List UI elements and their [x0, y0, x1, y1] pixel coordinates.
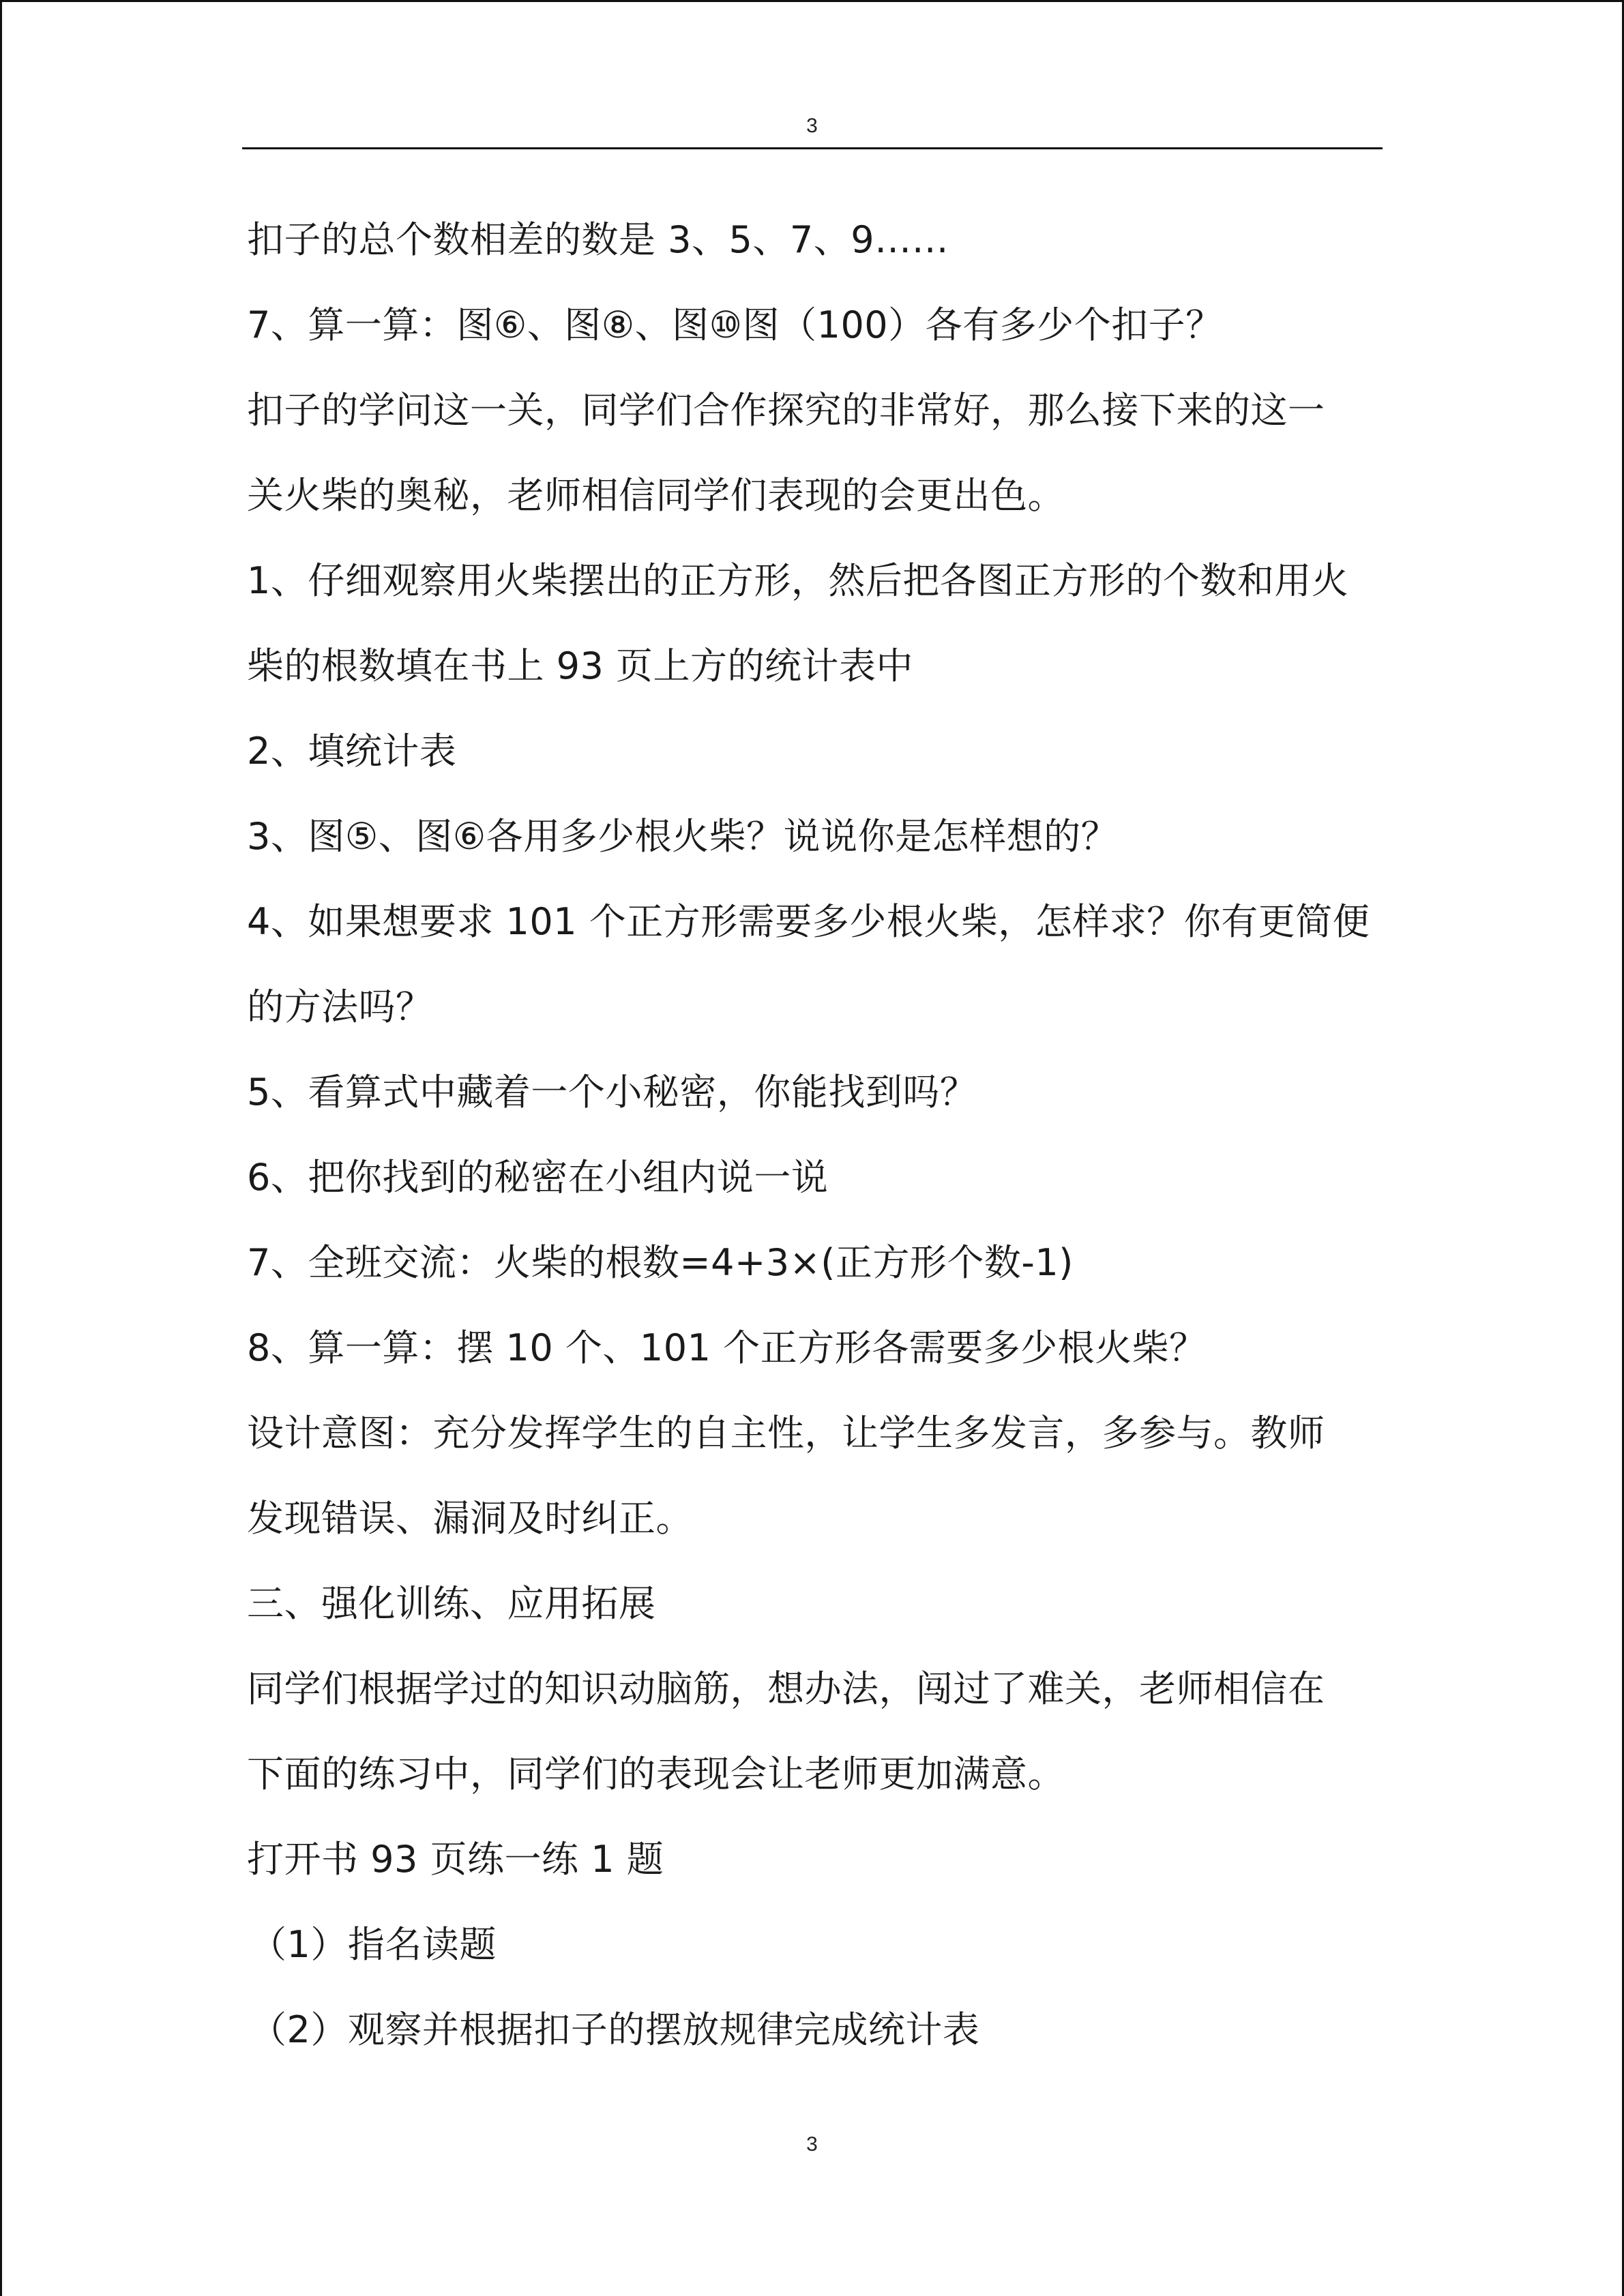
text-line: 6、把你找到的秘密在小组内说一说 — [247, 1156, 829, 1199]
document-body — [247, 206, 1393, 2081]
text-line: 扣子的学问这一关，同学们合作探究的非常好，那么接下来的这一 — [247, 389, 1325, 432]
text-line: 3、图⑤、图⑥各用多少根火柴？说说你是怎样想的？ — [247, 815, 1119, 858]
text-line: 打开书 93 页练一练 1 题 — [247, 1838, 664, 1881]
text-line: 发现错误、漏洞及时纠正。 — [247, 1497, 693, 1540]
text-line: 4、如果想要求 101 个正方形需要多少根火柴，怎样求？你有更简便 — [247, 900, 1370, 943]
text-line: 2、填统计表 — [247, 730, 457, 773]
text-line: 柴的根数填在书上 93 页上方的统计表中 — [247, 644, 914, 687]
text-line: 下面的练习中，同学们的表现会让老师更加满意。 — [247, 1753, 1065, 1795]
text-line: 7、算一算：图⑥、图⑧、图⑩图（100）各有多少个扣子？ — [247, 303, 1223, 346]
text-line: 1、仔细观察用火柴摆出的正方形，然后把各图正方形的个数和用火 — [247, 559, 1349, 602]
text-line: 8、算一算：摆 10 个、101 个正方形各需要多少根火柴？ — [247, 1326, 1207, 1369]
header-page-number: 3 — [806, 115, 818, 137]
text-line: （1）指名读题 — [250, 1923, 497, 1966]
text-line: 设计意图：充分发挥学生的自主性，让学生多发言，多参与。教师 — [247, 1412, 1325, 1455]
text-line: 7、全班交流：火柴的根数=4+3×(正方形个数-1) — [247, 1241, 1074, 1284]
text-line: 的方法吗？ — [247, 985, 433, 1028]
text-line: （2）观察并根据扣子的摆放规律完成统计表 — [250, 2008, 980, 2051]
text-line: 5、看算式中藏着一个小秘密，你能找到吗？ — [247, 1071, 977, 1114]
section-heading: 三、强化训练、应用拓展 — [247, 1582, 656, 1625]
text-line: 同学们根据学过的知识动脑筋，想办法，闯过了难关，老师相信在 — [247, 1667, 1325, 1710]
header-divider — [242, 147, 1383, 149]
text-line: 关火柴的奥秘，老师相信同学们表现的会更出色。 — [247, 474, 1065, 517]
text-line: 扣子的总个数相差的数是 3、5、7、9…… — [247, 218, 949, 261]
footer-page-number: 3 — [806, 2133, 818, 2156]
